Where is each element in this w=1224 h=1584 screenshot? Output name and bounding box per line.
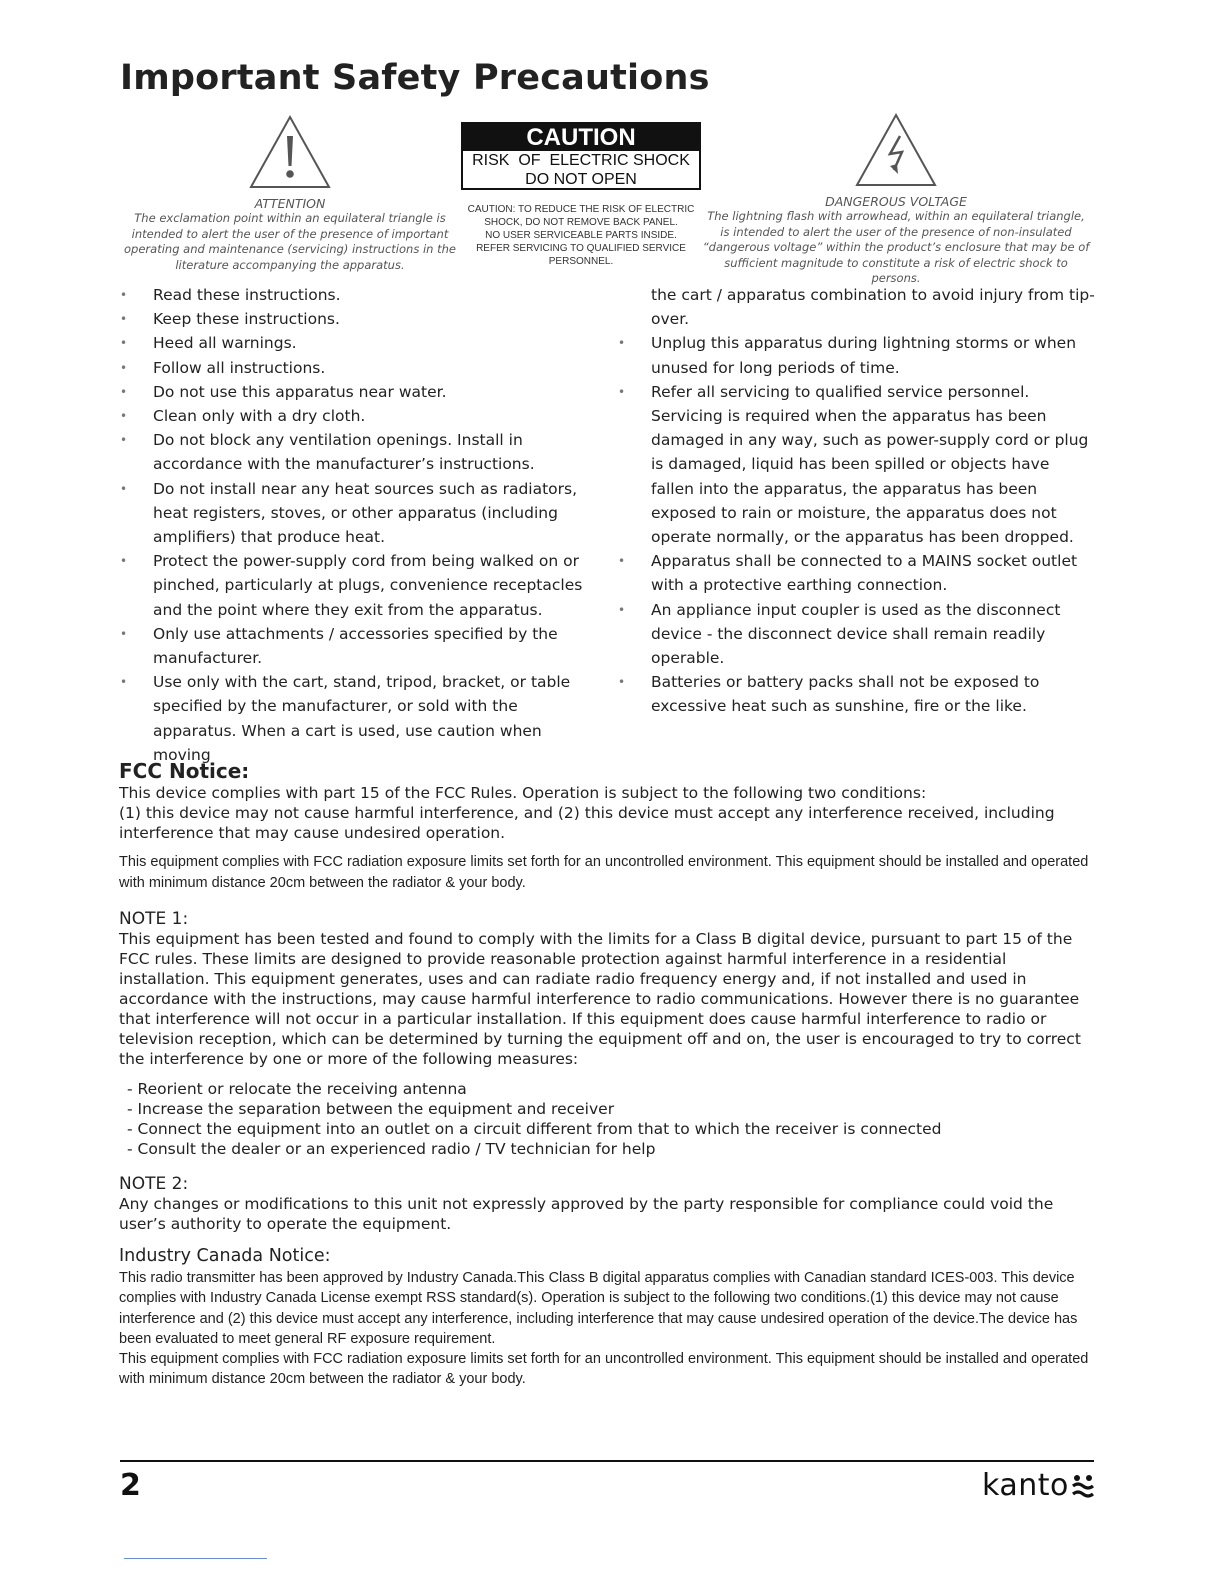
list-item: - Reorient or relocate the receiving antenna [127, 1080, 467, 1098]
caution-description: CAUTION: TO REDUCE THE RISK OF ELECTRIC SHOCK, DO NOT REMOVE BACK PANEL. NO USER SERVICEABLE PARTS INSIDE. REFER SERVICING TO QUALIFIED SERVICE PERSONNEL. [467, 204, 695, 267]
list-item: • Read these instructions. [120, 286, 341, 304]
voltage-description: The lightning flash with arrowhead, within an equilateral triangle, is intended to alert the user of the presence of non-insulated “dangerous voltage” within the product’s enclosure that may be of sufficient magnitude to constitute a risk of electric shock to persons. [702, 209, 1090, 285]
voltage-heading: DANGEROUS VOLTAGE [825, 194, 967, 209]
page-number: 2 [120, 1468, 141, 1503]
footer-divider [120, 1460, 1094, 1462]
caution-line-2: DO NOT OPEN [525, 171, 637, 188]
link-underline [124, 1558, 267, 1559]
list-item: • An appliance input coupler is used as the disconnect device - the disconnect device shall remain readily operable. [618, 600, 1061, 668]
list-item: • Protect the power-supply cord from being walked on or pinched, particularly at plugs, convenience receptacles and the point where they exit from the apparatus. [120, 552, 583, 619]
list-item: - Increase the separation between the equipment and receiver [127, 1100, 615, 1118]
note1-heading: NOTE 1: [119, 909, 189, 929]
voltage-block [700, 112, 1092, 287]
list-item: the cart / apparatus combination to avoid injury from tip-over. [651, 286, 1095, 329]
fcc-paragraph-1: This device complies with part 15 of the FCC Rules. Operation is subject to the following two conditions: [119, 784, 927, 802]
list-item: • Follow all instructions. [120, 358, 326, 377]
list-item: • Clean only with a dry cloth. [120, 407, 366, 426]
list-item: • Keep these instructions. [120, 310, 340, 329]
exclamation-triangle-icon [248, 114, 332, 190]
note1-section [119, 909, 1099, 1159]
page-title: Important Safety Precautions [120, 58, 710, 98]
list-item: • Do not use this apparatus near water. [120, 382, 447, 401]
attention-description: The exclamation point within an equilateral triangle is intended to alert the user of the presence of important operating and maintenance (servicing) instructions in the literature accompanying the apparatus. [124, 211, 456, 272]
caution-line-1: RISK OF ELECTRIC SHOCK [472, 152, 690, 169]
note2-text: Any changes or modifications to this unit not expressly approved by the party responsible for compliance could void the user’s authority to operate the equipment. [119, 1195, 1054, 1233]
instructions-right-column [618, 283, 1096, 719]
industry-canada-paragraph-1: This radio transmitter has been approved by Industry Canada.This Class B digital apparatus complies with Canadian standard ICES-003. This device complies with Industry Canada License exempt RSS standard(s). Operation is subject to the following two conditions.(1) this device may not cause interference and (2) this device must accept any interference, including interference that may cause undesired operation of the device.The device has been evaluated to meet general RF exposure requirement. [119, 1270, 1078, 1347]
list-item: - Consult the dealer or an experienced radio / TV technician for help [127, 1140, 656, 1158]
list-item: • Do not block any ventilation openings. Install in accordance with the manufacturer’s instructions. [120, 431, 535, 474]
lightning-triangle-icon [854, 112, 938, 188]
industry-canada-paragraph-2: This equipment complies with FCC radiation exposure limits set forth for an uncontrolled environment. This equipment should be installed and operated with minimum distance 20cm between the radiator & your body. [119, 1351, 1089, 1388]
caution-heading: CAUTION [463, 124, 699, 151]
list-item: • Unplug this apparatus during lightning storms or when unused for long periods of time. [618, 334, 1077, 377]
instructions-left-column [120, 283, 602, 767]
fcc-paragraph-3: This equipment complies with FCC radiation exposure limits set forth for an uncontrolled environment. This equipment should be installed and operated with minimum distance 20cm between the radiator & your body. [119, 854, 1089, 891]
kanto-logo-icon [1071, 1473, 1095, 1499]
caution-label [461, 122, 701, 190]
list-item: • Use only with the cart, stand, tripod, bracket, or table specified by the manufacturer, or sold with the apparatus. When a cart is used, use caution when moving [120, 673, 571, 764]
attention-heading: ATTENTION [254, 196, 326, 211]
list-item: - Connect the equipment into an outlet on a circuit different from that to which the receiver is connected [127, 1120, 942, 1138]
note1-text: This equipment has been tested and found to comply with the limits for a Class B digital device, pursuant to part 15 of the FCC rules. These limits are designed to provide reasonable protection against harmful interference in a residential installation. This equipment generates, uses and can radiate radio frequency energy and, if not installed and used in accordance with the instructions, may cause harmful interference to radio communications. However there is no guarantee that interference will not occur in a particular installation. If this equipment does cause harmful interference to radio or television reception, which can be determined by turning the equipment off and on, the user is encouraged to try to correct the interference by one or more of the following measures: [119, 930, 1081, 1068]
note2-heading: NOTE 2: [119, 1174, 189, 1194]
industry-canada-heading: Industry Canada Notice: [119, 1246, 331, 1266]
attention-block [120, 114, 460, 273]
list-item: • Only use attachments / accessories specified by the manufacturer. [120, 624, 558, 668]
fcc-section [119, 759, 1099, 894]
note1-measures [119, 1079, 1099, 1159]
list-item: • Refer all servicing to qualified service personnel. Servicing is required when the apparatus has been damaged in any way, such as power-supply cord or plug is damaged, liquid has been spilled or objects have fallen into the apparatus, the apparatus has been exposed to rain or moisture, the apparatus does not operate normally, or the apparatus has been dropped. [618, 382, 1089, 547]
fcc-heading: FCC Notice: [119, 759, 250, 783]
brand-name: kanto [982, 1468, 1069, 1503]
list-item: • Do not install near any heat sources such as radiators, heat registers, stoves, or other apparatus (including amplifiers) that produce heat. [120, 479, 578, 547]
note2-section [119, 1174, 1099, 1234]
industry-canada-section [119, 1246, 1099, 1390]
list-item: • Batteries or battery packs shall not be exposed to excessive heat such as sunshine, fire or the like. [618, 673, 1040, 716]
list-item: • Apparatus shall be connected to a MAINS socket outlet with a protective earthing connection. [618, 552, 1078, 595]
fcc-paragraph-2: (1) this device may not cause harmful interference, and (2) this device must accept any interference received, including interference that may cause undesired operation. [119, 804, 1055, 842]
list-item: • Heed all warnings. [120, 334, 297, 353]
